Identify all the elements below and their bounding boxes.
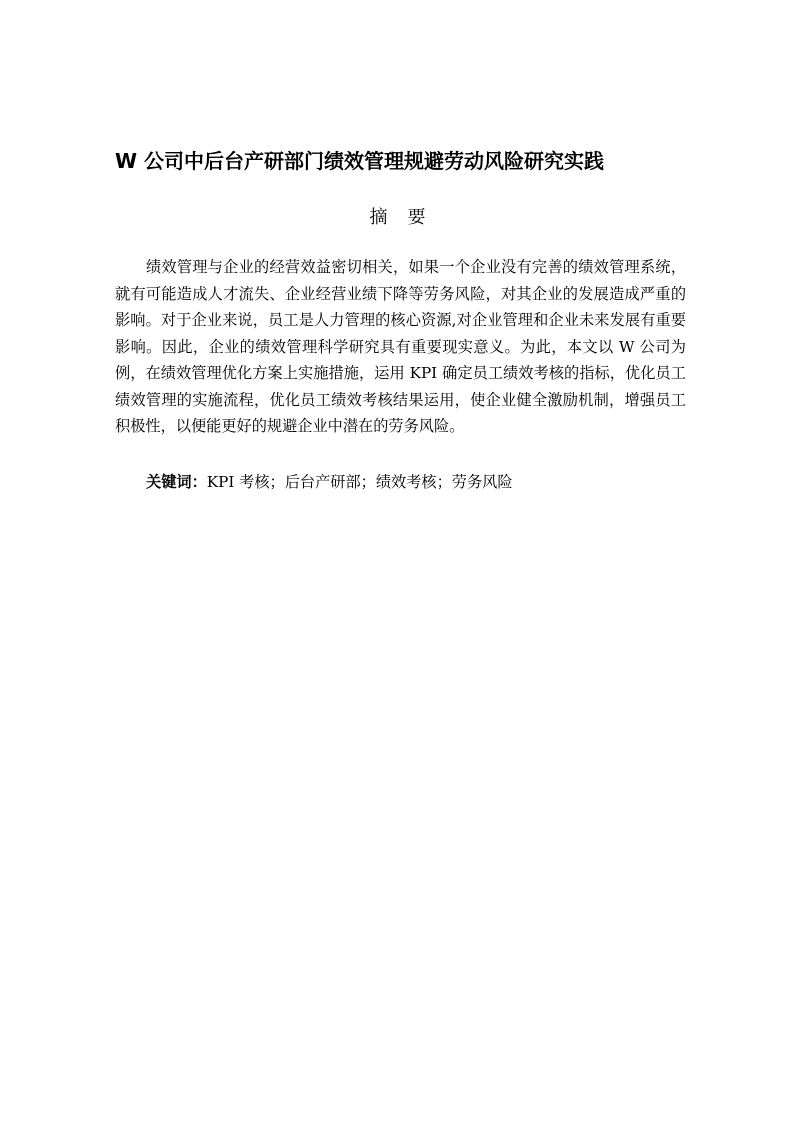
abstract-heading: 摘要 [369,207,446,228]
document-title: W 公司中后台产研部门绩效管理规避劳动风险研究实践 [115,149,605,173]
abstract-paragraph: 绩效管理与企业的经营效益密切相关，如果一个企业没有完善的绩效管理系统，就有可能造成人才流失、企业经营业绩下降等劳务风险，对其企业的发展造成严重的影响。对于企业来说，员工是人力管理的核心资源,对企业管理和企业未来发展有重要影响。因此，企业的绩效管理科学研究具有重要现实意义。为此，本文以 W 公司为例，在绩效管理优化方案上实施措施，运用 KPI 确定员工绩效考核的指标，优化员工绩效管理的实施流程，优化员工绩效考核结果运用，使企业健全激励机制，增强员工积极性，以便能更好的规避企业中潜在的劳务风险。 [115,258,686,435]
keywords-line [146,469,706,495]
keywords-value: KPI 考核；后台产研部；绩效考核；劳务风险 [206,473,513,491]
keywords-label: 关键词： [146,473,207,491]
